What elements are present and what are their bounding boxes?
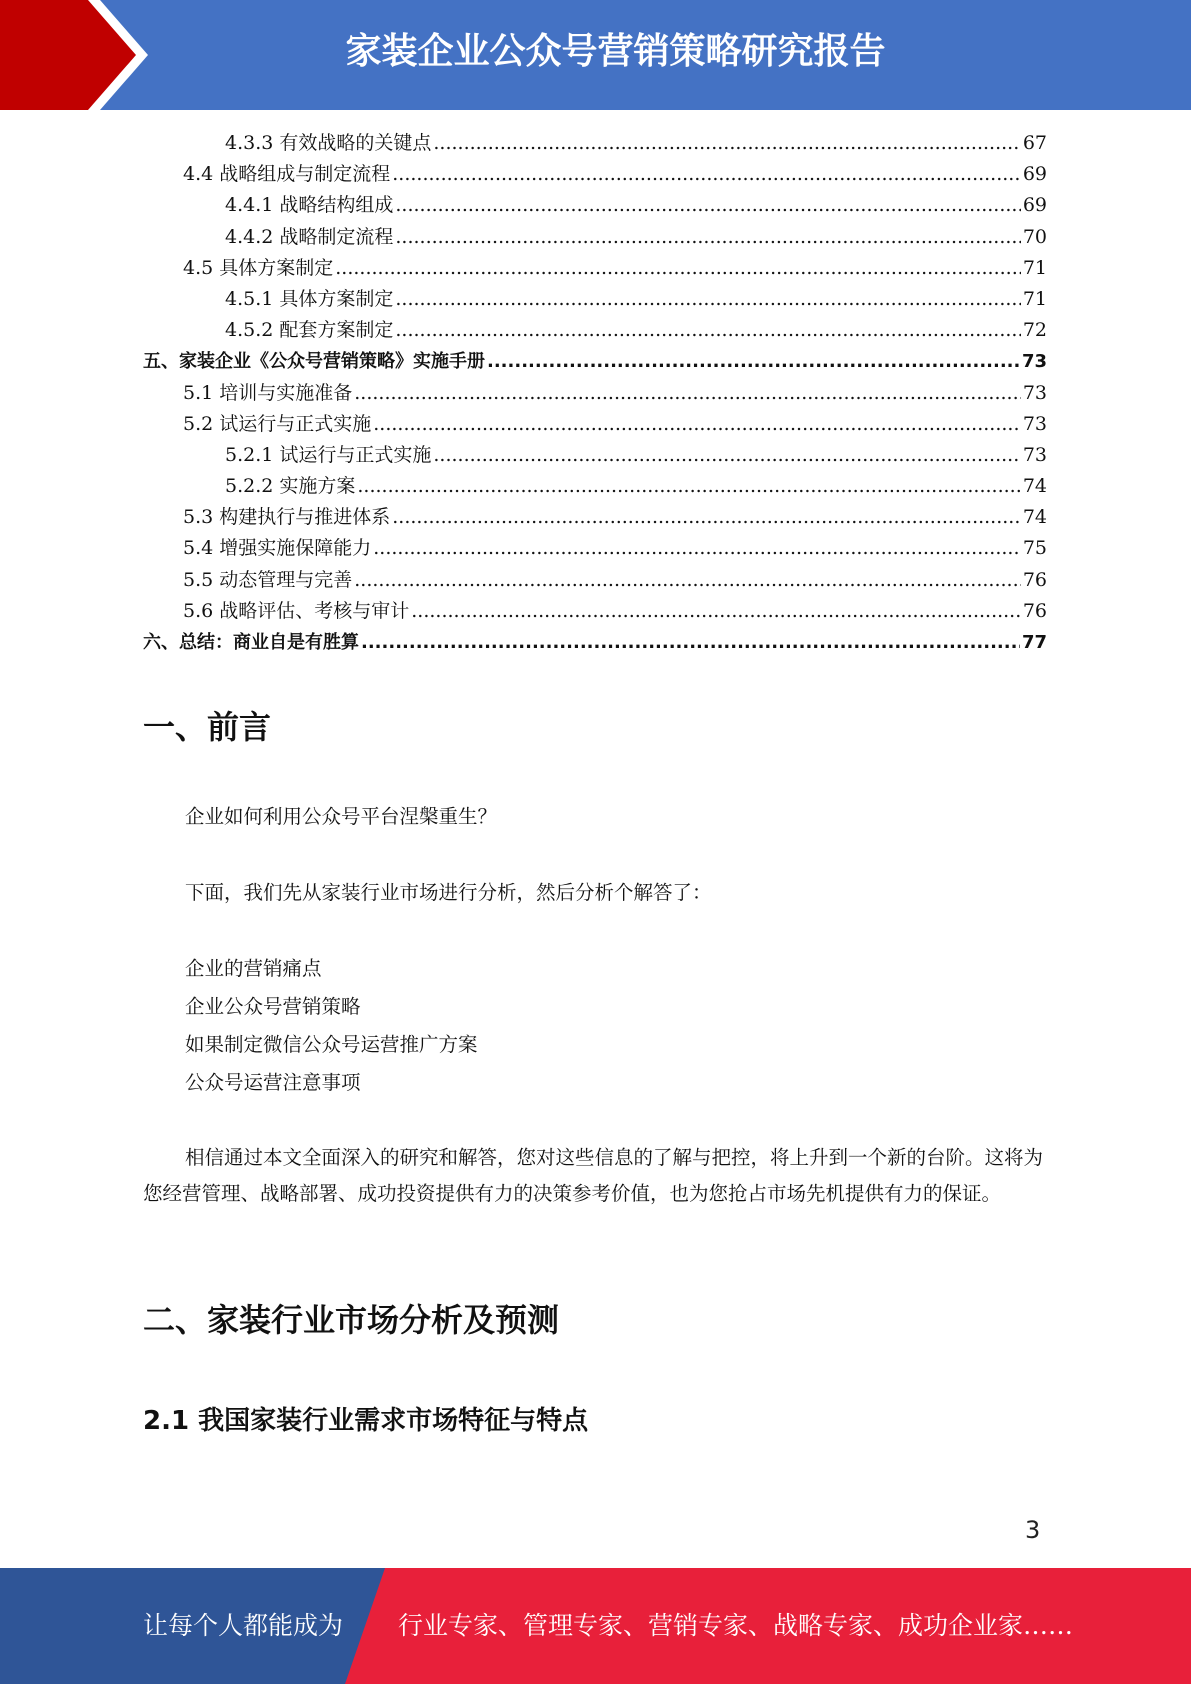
toc-entry-page: 73 (1021, 351, 1047, 373)
page-number: 3 (1025, 1516, 1041, 1544)
toc-dot-leader (361, 627, 1020, 658)
toc-entry-page: 74 (1022, 506, 1047, 529)
toc-entry[interactable] (143, 253, 1047, 284)
toc-entry-page: 75 (1022, 537, 1047, 560)
toc-dot-leader (487, 346, 1020, 377)
toc-entry[interactable] (143, 565, 1047, 596)
toc-entry-title: 4.5.1 具体方案制定 (225, 287, 394, 310)
toc-entry-page: 76 (1022, 599, 1047, 622)
preface-item: 公众号运营注意事项 (185, 1071, 361, 1094)
page-header (0, 0, 1191, 110)
section-heading-market-analysis: 二、家装行业市场分析及预测 (143, 1301, 560, 1339)
header-title: 家装企业公众号营销策略研究报告 (345, 31, 886, 72)
toc-dot-leader (354, 565, 1021, 596)
toc-entry[interactable] (143, 284, 1047, 315)
toc-dot-leader (392, 502, 1021, 533)
preface-question: 企业如何利用公众号平台涅槃重生？ (185, 805, 498, 828)
toc-entry-title: 4.5.2 配套方案制定 (225, 319, 394, 342)
toc-entry-page: 69 (1022, 163, 1047, 186)
toc-entry-title: 5.2.1 试运行与正式实施 (225, 443, 432, 466)
preface-intro: 下面，我们先从家装行业市场进行分析，然后分析个解答了： (185, 881, 712, 904)
preface-item: 如果制定微信公众号运营推广方案 (185, 1033, 478, 1056)
toc-dot-leader (395, 222, 1020, 253)
toc-entry-page: 72 (1022, 319, 1047, 342)
toc-entry[interactable] (143, 378, 1047, 409)
toc-entry-title: 5.1 培训与实施准备 (183, 381, 353, 404)
toc-entry-title: 六、总结：商业自是有胜算 (143, 632, 359, 653)
toc-entry-title: 4.3.3 有效战略的关键点 (225, 132, 432, 154)
toc-dot-leader (395, 190, 1020, 221)
toc-dot-leader (395, 315, 1020, 346)
preface-closing-paragraph: 相信通过本文全面深入的研究和解答，您对这些信息的了解与把控，将上升到一个新的台阶。这将为您经营管理、战略部署、成功投资提供有力的决策参考价值，也为您抢占市场先机提供有力的保证。 (143, 1146, 1044, 1205)
toc-dot-leader (392, 159, 1021, 190)
toc-entry-title: 5.2 试运行与正式实施 (183, 412, 372, 435)
toc-entry[interactable] (143, 596, 1047, 627)
toc-entry-title: 4.4.1 战略结构组成 (225, 194, 394, 217)
toc-entry-page: 70 (1022, 225, 1047, 248)
toc-entry-page: 73 (1022, 412, 1047, 435)
toc-entry[interactable] (143, 222, 1047, 253)
toc-dot-leader (433, 440, 1020, 471)
toc-entry-title: 5.5 动态管理与完善 (183, 568, 353, 591)
toc-entry-title: 5.2.2 实施方案 (225, 475, 356, 498)
preface-item: 企业的营销痛点 (185, 957, 322, 980)
toc-entry-page: 74 (1022, 475, 1047, 498)
toc-dot-leader (373, 409, 1021, 440)
toc-dot-leader (395, 284, 1020, 315)
toc-entry[interactable] (143, 190, 1047, 221)
section-heading-preface: 一、前言 (143, 708, 272, 746)
toc-entry-page: 69 (1022, 194, 1047, 217)
toc-entry[interactable] (143, 471, 1047, 502)
toc-entry[interactable] (143, 346, 1047, 377)
toc-dot-leader (335, 253, 1021, 284)
subsection-heading: 2.1 我国家装行业需求市场特征与特点 (143, 1406, 589, 1436)
toc-dot-leader (354, 378, 1021, 409)
toc-entry[interactable] (143, 159, 1047, 190)
toc-entry-title: 4.4.2 战略制定流程 (225, 225, 394, 248)
toc-entry-page: 77 (1021, 632, 1047, 653)
toc-entry-title: 5.4 增强实施保障能力 (183, 537, 372, 560)
toc-entry-page: 76 (1022, 568, 1047, 591)
toc-entry-page: 71 (1022, 287, 1047, 310)
toc-entry[interactable] (143, 128, 1047, 159)
toc-entry-title: 4.4 战略组成与制定流程 (183, 163, 391, 186)
footer-slogan-left: 让每个人都能成为 (143, 1611, 344, 1640)
toc-dot-leader (357, 471, 1020, 502)
preface-item: 企业公众号营销策略 (185, 995, 361, 1018)
table-of-contents (143, 128, 1047, 658)
toc-entry[interactable] (143, 440, 1047, 471)
toc-dot-leader (433, 128, 1020, 159)
toc-entry-title: 五、家装企业《公众号营销策略》实施手册 (143, 351, 485, 373)
toc-entry[interactable] (143, 409, 1047, 440)
toc-entry-title: 5.3 构建执行与推进体系 (183, 506, 391, 529)
page-footer (0, 1568, 1191, 1684)
toc-dot-leader (411, 596, 1021, 627)
toc-entry-page: 73 (1022, 381, 1047, 404)
toc-entry[interactable] (143, 627, 1047, 658)
toc-dot-leader (373, 533, 1021, 564)
toc-entry-page: 71 (1022, 256, 1047, 279)
toc-entry[interactable] (143, 533, 1047, 564)
toc-entry[interactable] (143, 502, 1047, 533)
footer-slogan-right: 行业专家、管理专家、营销专家、战略专家、成功企业家…… (398, 1611, 1074, 1640)
toc-entry-title: 5.6 战略评估、考核与审计 (183, 599, 410, 622)
toc-entry-title: 4.5 具体方案制定 (183, 256, 334, 279)
toc-entry-page: 73 (1022, 443, 1047, 466)
toc-entry[interactable] (143, 315, 1047, 346)
toc-entry-page: 67 (1022, 132, 1047, 154)
